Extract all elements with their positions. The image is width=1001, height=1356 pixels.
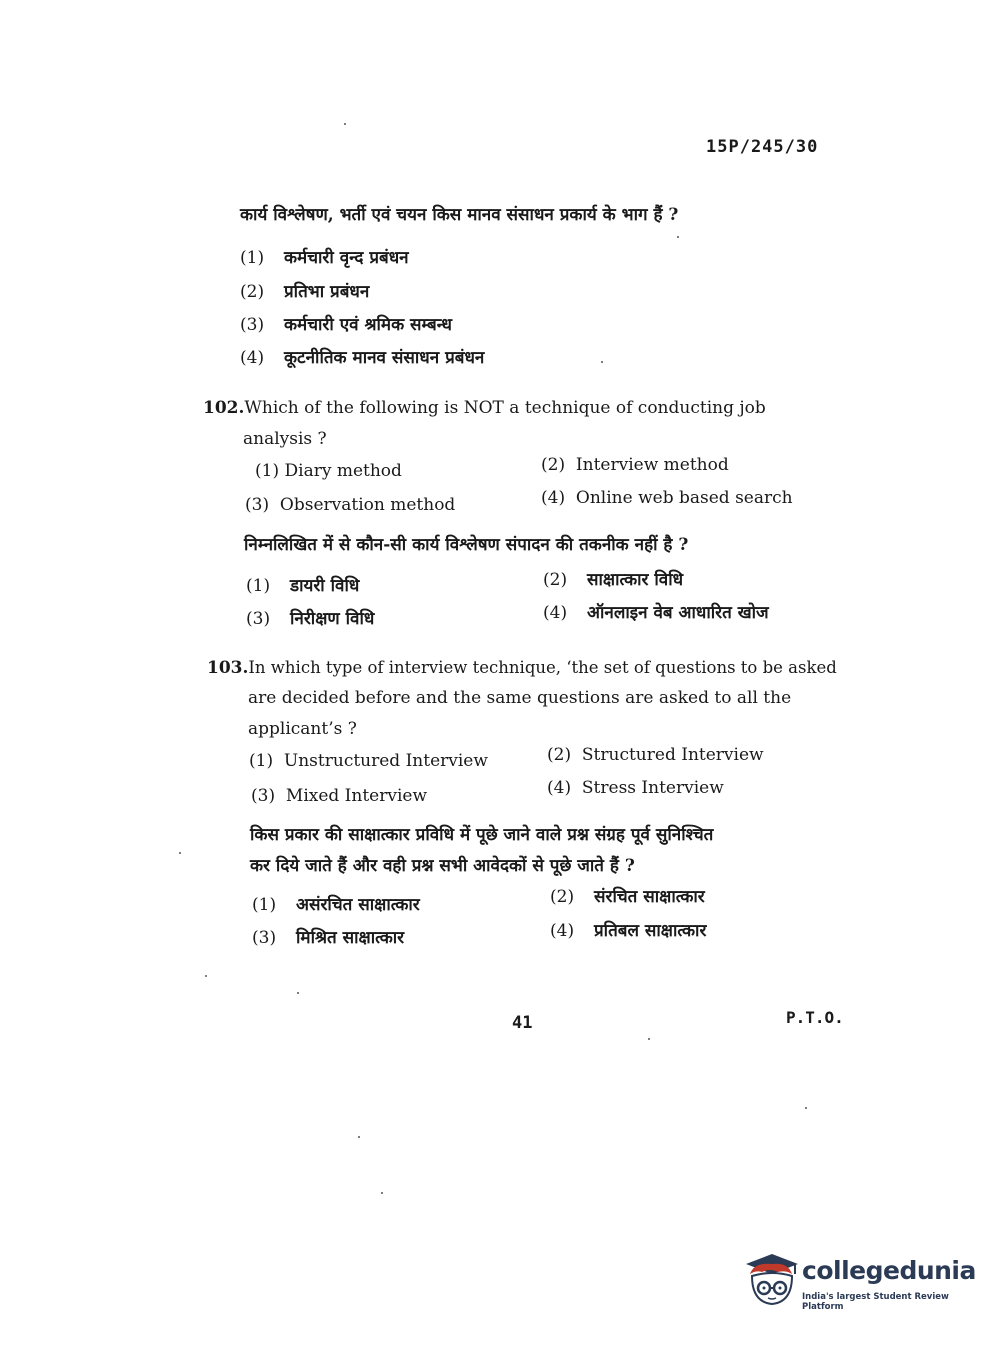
option-text: ऑनलाइन वेब आधारित खोज: [587, 603, 769, 623]
scan-speck: [648, 1038, 650, 1040]
option-text: निरीक्षण विधि: [290, 609, 375, 629]
question-number: 102.: [203, 398, 245, 418]
q102-question-line1: [203, 398, 766, 418]
q102-option-4: [541, 488, 793, 508]
scan-speck: [677, 236, 679, 238]
option-number: (3): [246, 609, 271, 629]
option-number: (2): [547, 745, 572, 765]
q102-option-2: [541, 455, 729, 475]
option-text: कर्मचारी वृन्द प्रबंधन: [284, 248, 409, 268]
q103-hindi-question-line1: किस प्रकार की साक्षात्कार प्रविधि में पूछे जाने वाले प्रश्न संग्रह पूर्व सुनिश्चित: [250, 825, 714, 845]
q102-hindi-option-3: [246, 606, 374, 629]
scan-speck: [297, 992, 299, 994]
q102-question-line2: analysis ?: [243, 429, 327, 449]
option-text: Unstructured Interview: [283, 751, 488, 771]
q103-question-line2: are decided before and the same questions are asked to all the: [248, 688, 792, 708]
scan-speck: [179, 852, 181, 854]
mascot-icon: [742, 1250, 800, 1312]
q102-hindi-question: निम्नलिखित में से कौन-सी कार्य विश्लेषण संपादन की तकनीक नहीं है ?: [244, 535, 689, 555]
q103-hindi-option-2: [550, 884, 705, 907]
q102-hindi-option-4: [543, 600, 769, 623]
q102-option-3: [245, 495, 455, 515]
option-number: (1): [255, 461, 280, 481]
q103-hindi-option-3: [252, 925, 404, 948]
option-number: (1): [246, 576, 271, 596]
q102-hindi-option-2: [543, 567, 683, 590]
option-number: (4): [550, 921, 575, 941]
q101-hindi-question: कार्य विश्लेषण, भर्ती एवं चयन किस मानव संसाधन प्रकार्य के भाग हैं ?: [240, 205, 679, 225]
question-text: In which type of interview technique, ‘the set of questions to be asked: [248, 658, 837, 677]
q101-option-3: [240, 312, 452, 335]
q103-hindi-option-1: [252, 892, 420, 915]
option-text: Stress Interview: [581, 778, 724, 798]
q102-option-1: [255, 461, 402, 481]
option-number: (4): [240, 348, 265, 368]
option-text: कर्मचारी एवं श्रमिक सम्बन्ध: [284, 315, 452, 335]
option-number: (2): [240, 282, 265, 302]
option-number: (3): [252, 928, 277, 948]
option-text: कूटनीतिक मानव संसाधन प्रबंधन: [284, 348, 485, 368]
option-text: Mixed Interview: [285, 786, 428, 806]
q103-hindi-option-4: [550, 918, 706, 941]
q103-option-2: [547, 745, 764, 765]
option-number: (3): [251, 786, 276, 806]
scan-speck: [805, 1107, 807, 1109]
q103-hindi-question-line2: कर दिये जाते हैं और वही प्रश्न सभी आवेदकों से पूछे जाते हैं ?: [250, 856, 635, 876]
paper-code: 15P/245/30: [706, 137, 819, 157]
scan-speck: [358, 1136, 360, 1138]
scan-speck: [601, 361, 603, 363]
option-text: Observation method: [279, 495, 456, 515]
option-text: साक्षात्कार विधि: [587, 570, 684, 590]
option-number: (2): [543, 570, 568, 590]
option-number: (1): [249, 751, 274, 771]
option-text: प्रतिभा प्रबंधन: [284, 282, 370, 302]
q103-option-4: [547, 778, 724, 798]
option-text: असंरचित साक्षात्कार: [296, 895, 420, 915]
option-text: प्रतिबल साक्षात्कार: [594, 921, 707, 941]
option-number: (1): [240, 248, 265, 268]
option-number: (4): [543, 603, 568, 623]
scan-speck: [344, 123, 346, 125]
option-text: डायरी विधि: [290, 576, 360, 596]
option-text: Online web based search: [575, 488, 793, 508]
option-number: (4): [541, 488, 566, 508]
q103-option-3: [251, 786, 427, 806]
q103-question-line3: applicant’s ?: [248, 719, 357, 739]
option-text: Interview method: [575, 455, 729, 475]
logo-wordmark: collegedunia: [802, 1256, 976, 1285]
option-number: (3): [240, 315, 265, 335]
q101-option-4: [240, 345, 484, 368]
option-number: (4): [547, 778, 572, 798]
option-number: (2): [550, 887, 575, 907]
option-number: (1): [252, 895, 277, 915]
logo-tagline: India's largest Student Review Platform: [802, 1292, 949, 1312]
q103-option-1: [249, 751, 488, 771]
option-text: मिश्रित साक्षात्कार: [296, 928, 405, 948]
q101-option-1: [240, 245, 409, 268]
option-text: Structured Interview: [581, 745, 764, 765]
q102-hindi-option-1: [246, 573, 359, 596]
pto-label: P.T.O.: [786, 1008, 844, 1027]
scan-speck: [205, 975, 207, 977]
option-number: (2): [541, 455, 566, 475]
option-number: (3): [245, 495, 270, 515]
q103-question-line1: [207, 658, 837, 678]
scan-speck: [381, 1192, 383, 1194]
collegedunia-logo: [742, 1250, 976, 1320]
page-number: 41: [512, 1013, 533, 1033]
question-text: Which of the following is NOT a technique of conducting job: [244, 398, 766, 418]
option-text: Diary method: [284, 461, 402, 481]
q101-option-2: [240, 279, 369, 302]
option-text: संरचित साक्षात्कार: [594, 887, 705, 907]
question-number: 103.: [207, 658, 249, 678]
